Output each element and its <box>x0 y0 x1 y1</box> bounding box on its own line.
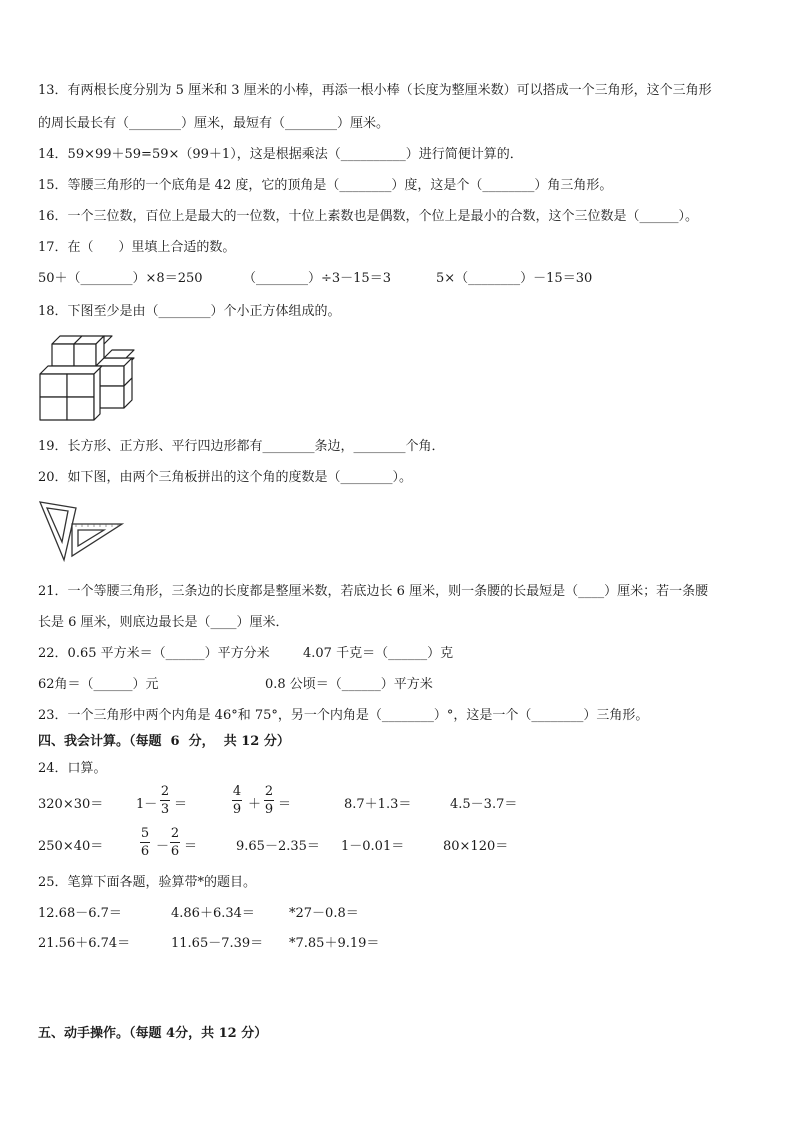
numerator: 5 <box>140 826 150 841</box>
fraction-bar <box>170 842 180 843</box>
q21-line1: 21．一个等腰三角形，三条边的长度都是整厘米数，若底边长 6 厘米，则一条腰的长最短是（____）厘米；若一条腰 <box>38 584 709 599</box>
fraction-bar <box>140 842 150 843</box>
denominator: 9 <box>264 802 274 817</box>
q25-title: 25．笔算下面各题，验算带*的题目。 <box>38 875 257 890</box>
q24-r1-b-fraction <box>160 784 170 817</box>
q15: 15．等腰三角形的一个底角是 42 度，它的顶角是（________）度，这是个（________）角三角形。 <box>38 178 613 193</box>
q24-r2-e: 80×120＝ <box>443 839 509 854</box>
q25-r1-3: *27－0.8＝ <box>289 906 359 921</box>
q20: 20．如下图，由两个三角板拼出的这个角的度数是（________）。 <box>38 470 413 485</box>
denominator: 6 <box>170 844 180 859</box>
q13-line1: 13．有两根长度分别为 5 厘米和 3 厘米的小棒，再添一根小棒（长度为整厘米数）可以搭成一个三角形，这个三角形 <box>38 83 712 98</box>
denominator: 9 <box>232 802 242 817</box>
q24-r2-b-fraction-1 <box>140 826 150 859</box>
q22-item-4: 0.8 公顷＝（______）平方米 <box>265 677 433 692</box>
cubes-figure <box>38 334 138 424</box>
q19: 19．长方形、正方形、平行四边形都有________条边，________个角． <box>38 439 445 454</box>
q24-r1-b-prefix: 1－ <box>136 797 158 812</box>
q24-r2-b-op: － <box>156 839 170 854</box>
q18: 18．下图至少是由（________）个小正方体组成的。 <box>38 304 341 319</box>
numerator: 4 <box>232 784 242 799</box>
q24-r1-c-fraction-1 <box>232 784 242 817</box>
q24-title: 24．口算。 <box>38 761 107 776</box>
q22-item-1: 22．0.65 平方米＝（______）平方分米 <box>38 646 270 661</box>
q22-item-3: 62角＝（______）元 <box>38 677 159 692</box>
q24-r2-b-fraction-2 <box>170 826 180 859</box>
q14: 14．59×99＋59=59×（99＋1），这是根据乘法（__________）进行简便计算的． <box>38 147 523 162</box>
fraction-bar <box>232 800 242 801</box>
q17-item-3: 5×（________）－15＝30 <box>436 271 593 286</box>
q13-line2: 的周长最长有（________）厘米，最短有（________）厘米。 <box>38 116 390 131</box>
q25-r1-1: 12.68－6.7＝ <box>38 906 122 921</box>
denominator: 3 <box>160 802 170 817</box>
q23: 23．一个三角形中两个内角是 46°和 75°，另一个内角是（________）°，这是一个（________）三角形。 <box>38 708 649 723</box>
q25-r2-2: 11.65－7.39＝ <box>171 936 264 951</box>
q24-r1-c-fraction-2 <box>264 784 274 817</box>
q24-r1-e: 4.5－3.7＝ <box>450 797 518 812</box>
q24-r1-c-equals: ＝ <box>278 797 292 812</box>
section-5-heading: 五、动手操作。（每题 4分，共 12 分） <box>38 1026 268 1041</box>
numerator: 2 <box>170 826 180 841</box>
denominator: 6 <box>140 844 150 859</box>
q17-item-2: （________）÷3－15＝3 <box>243 271 391 286</box>
q17-item-1: 50＋（________）×8＝250 <box>38 271 203 286</box>
q22-item-2: 4.07 千克＝（______）克 <box>303 646 454 661</box>
q24-r1-a: 320×30＝ <box>38 797 104 812</box>
q25-r1-2: 4.86＋6.34＝ <box>171 906 255 921</box>
q16: 16．一个三位数，百位上是最大的一位数，十位上素数也是偶数，个位上是最小的合数，这个三位数是（______）。 <box>38 209 699 224</box>
q25-r2-1: 21.56＋6.74＝ <box>38 936 131 951</box>
q25-r2-3: *7.85＋9.19＝ <box>289 936 380 951</box>
q24-r1-b-equals: ＝ <box>174 797 188 812</box>
section-4-heading: 四、我会计算。（每题 6 分， 共 12 分） <box>38 734 290 749</box>
fraction-bar <box>160 800 170 801</box>
q24-r2-b-equals: ＝ <box>184 839 198 854</box>
q24-r1-c-op: ＋ <box>248 797 262 812</box>
q24-r1-d: 8.7＋1.3＝ <box>344 797 412 812</box>
set-squares-figure <box>38 500 128 562</box>
fraction-bar <box>264 800 274 801</box>
q24-r2-d: 1－0.01＝ <box>341 839 405 854</box>
q24-r2-c: 9.65－2.35＝ <box>236 839 320 854</box>
q17-title: 17．在（ ）里填上合适的数。 <box>38 240 236 255</box>
q21-line2: 长是 6 厘米，则底边最长是（____）厘米． <box>38 615 289 630</box>
q24-r2-a: 250×40＝ <box>38 839 104 854</box>
numerator: 2 <box>264 784 274 799</box>
numerator: 2 <box>160 784 170 799</box>
